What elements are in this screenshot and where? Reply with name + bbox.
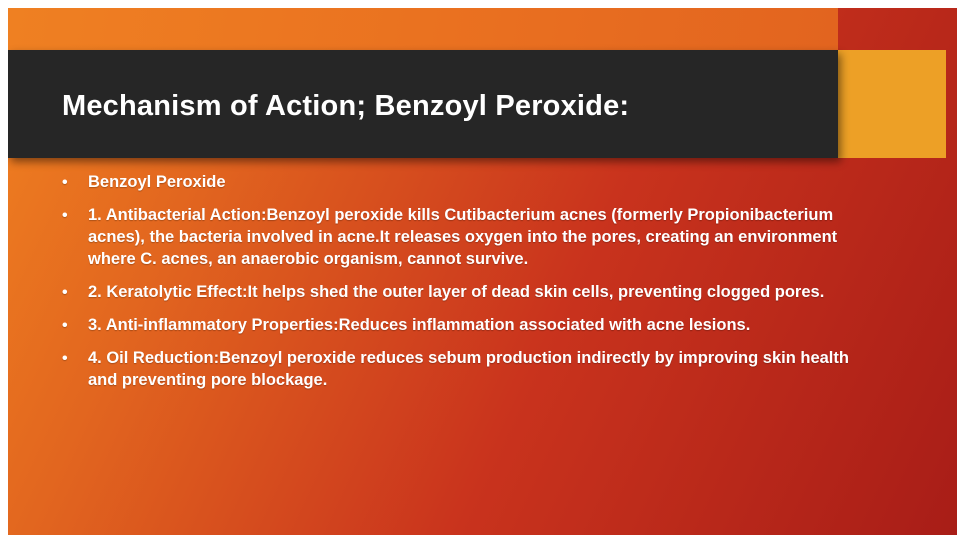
list-item [8,205,868,271]
list-item [8,282,868,304]
list-item-text: 2. Keratolytic Effect:It helps shed the outer layer of dead skin cells, preventing clogged pores. [88,282,825,301]
list-item [8,315,868,337]
bullet-icon: • [62,316,68,334]
bullet-list [8,172,868,392]
title-block [8,50,838,158]
bullet-icon: • [62,283,68,301]
accent-square [838,50,946,158]
bullet-icon: • [62,174,68,191]
list-item [8,172,868,194]
list-item-text: Benzoyl Peroxide [88,173,226,191]
list-item [8,348,868,392]
bullet-icon: • [62,206,68,224]
top-accent-band [8,8,838,50]
slide-body [8,172,868,403]
list-item-text: 1. Antibacterial Action:Benzoyl peroxide kills Cutibacterium acnes (formerly Propionibacterium acnes), the bacteria involved in acne.It releases oxygen into the pores, creating an environment where C. acnes, an anaerobic organism, cannot survive. [88,205,838,268]
slide-title: Mechanism of Action; Benzoyl Peroxide: [62,89,630,122]
list-item-text: 3. Anti-inflammatory Properties:Reduces inflammation associated with acne lesions. [88,315,751,334]
list-item-text: 4. Oil Reduction:Benzoyl peroxide reduces sebum production indirectly by improving skin health and preventing pore blockage. [88,348,849,389]
bullet-icon: • [62,349,68,367]
